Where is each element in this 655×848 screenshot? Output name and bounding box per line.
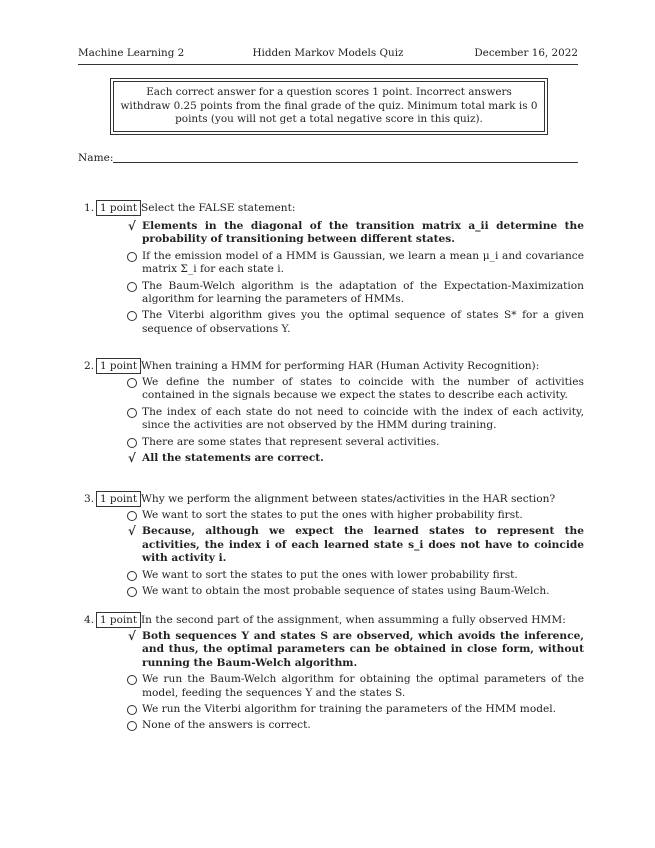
- radio-circle-icon[interactable]: [127, 571, 137, 581]
- radio-circle-icon[interactable]: [127, 438, 137, 448]
- question-number: 1.: [84, 202, 95, 214]
- radio-circle-icon[interactable]: [127, 587, 137, 597]
- radio-circle-icon[interactable]: [127, 675, 137, 685]
- radio-circle-icon[interactable]: [127, 705, 137, 715]
- question-4: [84, 612, 584, 736]
- name-input-line[interactable]: [113, 162, 578, 163]
- option-text: We run the Viterbi algorithm for training the parameters of the HMM model.: [142, 703, 556, 716]
- option-text: All the statements are correct.: [142, 452, 324, 465]
- option-text: There are some states that represent several activities.: [142, 435, 440, 448]
- option-text: Because, although we expect the learned states to represent the activities, the index i of each learned state s_i does not have to coincide with activity i.: [142, 525, 584, 565]
- option-selected[interactable]: [126, 220, 584, 247]
- option-text: Both sequences Y and states S are observed, which avoids the inference, and thus, the optimal parameters can be obtained in close form, without running the Baum-Welch algorithm.: [142, 630, 584, 669]
- points-box: 1 point: [96, 200, 141, 216]
- course-title: Machine Learning 2: [78, 47, 185, 59]
- question-text: When training a HMM for performing HAR (Human Activity Recognition):: [141, 360, 540, 372]
- option-selected[interactable]: [126, 452, 584, 465]
- option[interactable]: [126, 719, 584, 732]
- radio-circle-icon[interactable]: [127, 511, 137, 521]
- scoring-notice-text: Each correct answer for a question scores 1 point. Incorrect answers withdraw 0.25 points from the final grade of the quiz. Minimum total mark is 0 points (you will not get a total negative score in this quiz).: [113, 81, 545, 132]
- page-header: [78, 44, 578, 65]
- checkmark-icon: √: [128, 219, 136, 233]
- option[interactable]: [126, 250, 584, 277]
- option-text: We run the Baum-Welch algorithm for obtaining the optimal parameters of the model, feeding the sequences Y and the states S.: [142, 673, 584, 699]
- option[interactable]: [126, 509, 584, 522]
- checkmark-icon: √: [128, 451, 136, 466]
- option-selected[interactable]: [126, 630, 584, 670]
- option-text: The index of each state do not need to coincide with the index of each activity, since the activities are not observed by the HMM during training.: [142, 405, 584, 432]
- question-text: Why we perform the alignment between states/activities in the HAR section?: [141, 493, 556, 505]
- scoring-notice: [110, 78, 548, 135]
- quiz-date: December 16, 2022: [474, 47, 578, 59]
- option[interactable]: [126, 406, 584, 433]
- radio-circle-icon[interactable]: [127, 282, 137, 292]
- checkmark-icon: √: [128, 524, 136, 539]
- option[interactable]: [126, 585, 584, 598]
- radio-circle-icon[interactable]: [127, 311, 137, 321]
- question-number: 3.: [84, 493, 95, 505]
- radio-circle-icon[interactable]: [127, 721, 137, 731]
- option[interactable]: [126, 673, 584, 700]
- question-number: 4.: [84, 614, 95, 626]
- name-field: [78, 152, 578, 166]
- radio-circle-icon[interactable]: [127, 378, 137, 388]
- question-3: [84, 491, 584, 601]
- option-text: The Viterbi algorithm gives you the optimal sequence of states S* for a given sequence of observations Y.: [142, 309, 584, 335]
- option[interactable]: [126, 436, 584, 449]
- option[interactable]: [126, 703, 584, 716]
- option[interactable]: [126, 569, 584, 582]
- option-text: If the emission model of a HMM is Gaussian, we learn a mean μ_i and covariance matrix Σ_i for each state i.: [142, 249, 584, 276]
- option-text: We want to sort the states to put the ones with lower probability first.: [142, 568, 518, 581]
- question-text: Select the FALSE statement:: [141, 202, 296, 214]
- quiz-title: Hidden Markov Models Quiz: [252, 47, 404, 59]
- points-box: 1 point: [96, 491, 141, 507]
- radio-circle-icon[interactable]: [127, 252, 137, 262]
- points-box: 1 point: [96, 612, 141, 628]
- option[interactable]: [126, 309, 584, 336]
- question-2: [84, 358, 584, 468]
- option[interactable]: [126, 280, 584, 307]
- option-text: The Baum-Welch algorithm is the adaptation of the Expectation-Maximization algorithm for learning the parameters of HMMs.: [142, 279, 584, 306]
- option-text: We define the number of states to coincide with the number of activities contained in the signals because we expect the states to describe each activity.: [142, 376, 584, 402]
- option[interactable]: [126, 376, 584, 403]
- option-text: We want to obtain the most probable sequence of states using Baum-Welch.: [142, 585, 550, 598]
- points-box: 1 point: [96, 358, 141, 374]
- question-text: In the second part of the assignment, when assumming a fully observed HMM:: [141, 614, 566, 626]
- option-text: We want to sort the states to put the ones with higher probability first.: [142, 509, 523, 521]
- checkmark-icon: √: [128, 629, 136, 643]
- name-label: Name:: [78, 152, 114, 164]
- question-number: 2.: [84, 360, 95, 372]
- radio-circle-icon[interactable]: [127, 408, 137, 418]
- question-1: [84, 200, 584, 339]
- option-text: None of the answers is correct.: [142, 719, 311, 732]
- option-text: Elements in the diagonal of the transition matrix a_ii determine the probability of transitioning between different states.: [142, 220, 584, 246]
- option-selected[interactable]: [126, 525, 584, 565]
